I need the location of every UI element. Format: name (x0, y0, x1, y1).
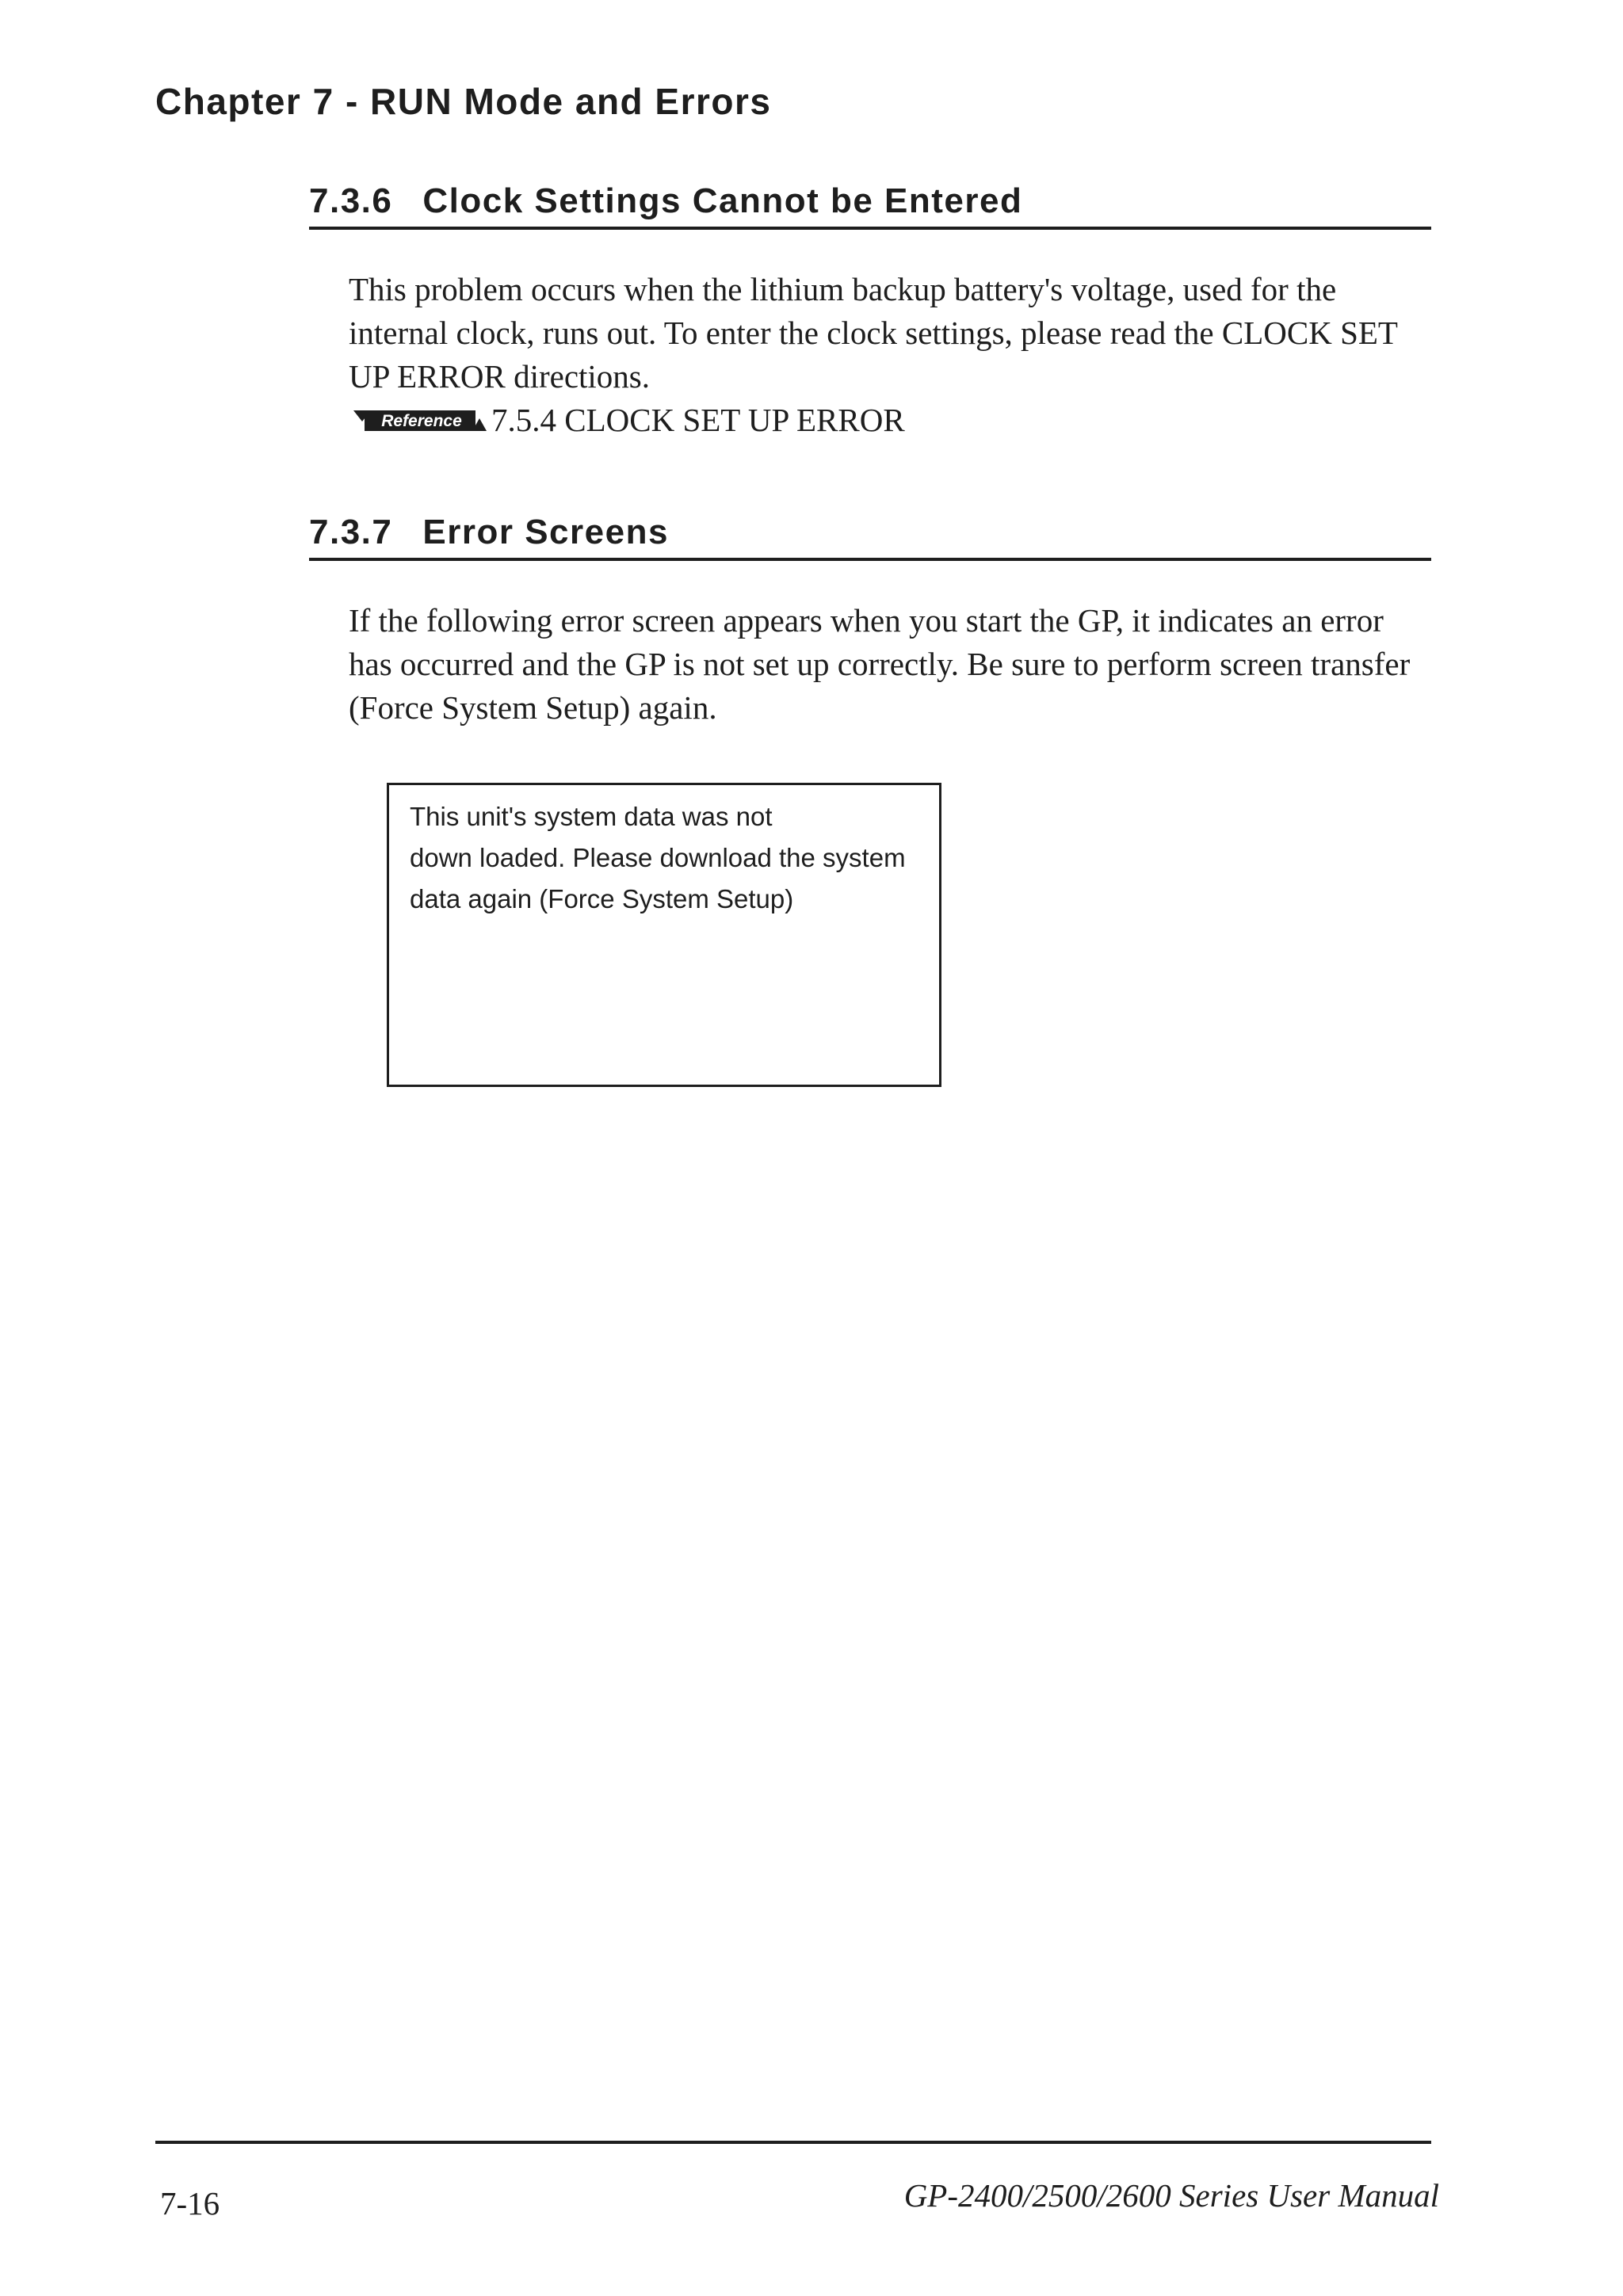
body-line: This problem occurs when the lithium backup battery's voltage, used for the (349, 271, 1337, 307)
error-screen-line: data again (Force System Setup) (410, 884, 794, 913)
section-title: Clock Settings Cannot be Entered (422, 181, 1023, 220)
body-line: UP ERROR directions. (349, 358, 651, 395)
section-number: 7.3.7 (309, 513, 393, 551)
section-error-screens (309, 510, 1431, 730)
error-screen-line: down loaded. Please download the system (410, 843, 906, 872)
body-line: If the following error screen appears when you start the GP, it indicates an error (349, 602, 1384, 639)
section-clock-settings (309, 179, 1431, 442)
reference-text: 7.5.4 CLOCK SET UP ERROR (491, 402, 905, 438)
error-screen-example (387, 783, 941, 1087)
section-body (349, 599, 1434, 730)
section-body (349, 268, 1434, 442)
page-number: 7-16 (160, 2185, 220, 2222)
footer-divider (155, 2141, 1431, 2144)
chapter-title: Chapter 7 - RUN Mode and Errors (155, 81, 772, 122)
section-heading (309, 510, 1431, 561)
body-line: (Force System Setup) again. (349, 689, 717, 726)
body-line: has occurred and the GP is not set up correctly. Be sure to perform screen transfer (349, 646, 1411, 682)
reference-link[interactable] (349, 399, 1434, 442)
body-line: internal clock, runs out. To enter the clock settings, please read the CLOCK SET (349, 315, 1398, 351)
section-title: Error Screens (422, 513, 669, 551)
error-screen-line: This unit's system data was not (410, 802, 773, 831)
section-number: 7.3.6 (309, 181, 393, 220)
reference-icon (353, 409, 487, 433)
reference-badge-label: Reference (381, 411, 462, 430)
section-heading (309, 179, 1431, 230)
manual-title: GP-2400/2500/2600 Series User Manual (903, 2177, 1439, 2214)
